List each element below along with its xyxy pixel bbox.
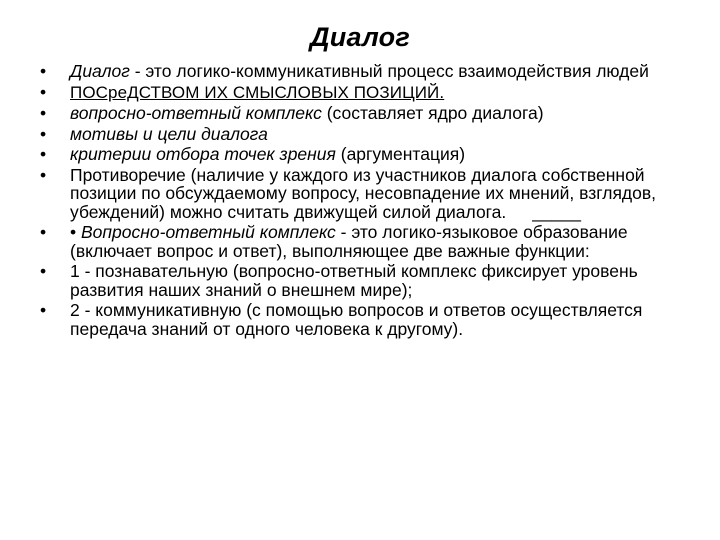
- term-criteria: критерии отбора точек зрения: [70, 144, 336, 164]
- item-text: (составляет ядро диалога): [321, 103, 544, 123]
- list-item: [40, 62, 690, 81]
- bullet-icon: •: [40, 123, 47, 144]
- bullet-icon: •: [40, 144, 47, 164]
- blank-line: _____: [532, 201, 581, 222]
- item-text: Противоречие (наличие у каждого из участников диалога собственной позиции по обсуждаемому вопросу, несовпадение их мнений, взглядов, убеждений) можно считать движущей силой диалога.: [70, 164, 657, 222]
- bullet-icon: •: [40, 300, 47, 320]
- list-item: [40, 125, 690, 144]
- bullet-icon: •: [40, 222, 47, 242]
- bullet-icon: •: [40, 81, 47, 102]
- bullet-icon: •: [40, 61, 47, 81]
- item-text-underlined: ПОСреДСТВОМ ИХ СМЫСЛОВЫХ ПОЗИЦИЙ.: [70, 82, 445, 102]
- list-item: [40, 104, 690, 123]
- bullet-icon: •: [40, 164, 47, 185]
- term-qa-complex: вопросно-ответный комплекс: [70, 103, 322, 123]
- item-text: (аргументация): [335, 144, 466, 164]
- list-item: [40, 223, 690, 260]
- slide-title: Диалог: [310, 22, 410, 52]
- bullet-icon: •: [40, 103, 47, 123]
- list-item: [40, 262, 690, 299]
- inline-bullet: •: [70, 222, 81, 242]
- item-text: 2 - коммуникативную (с помощью вопросов и ответов осуществляется передача знаний от одного человека к другому).: [70, 300, 643, 339]
- bullet-list: [40, 62, 690, 340]
- item-text: 1 - познавательную (вопросно-ответный комплекс фиксирует уровень развития наших знаний о внешнем мире);: [70, 261, 638, 300]
- term-qa-complex-definition: Вопросно-ответный комплекс: [81, 222, 336, 242]
- list-item: [40, 145, 690, 164]
- list-item: [40, 301, 690, 338]
- term-dialog: Диалог: [70, 61, 130, 81]
- item-text: - это логико-языковое образование (включает вопрос и ответ), выполняющее две важные функции:: [70, 222, 628, 261]
- bullet-icon: •: [40, 261, 47, 281]
- list-item: [40, 166, 690, 222]
- list-item: [40, 83, 690, 103]
- term-motives: мотивы и цели диалога: [70, 123, 268, 144]
- item-text: - это логико-коммуникативный процесс взаимодействия людей: [129, 61, 649, 81]
